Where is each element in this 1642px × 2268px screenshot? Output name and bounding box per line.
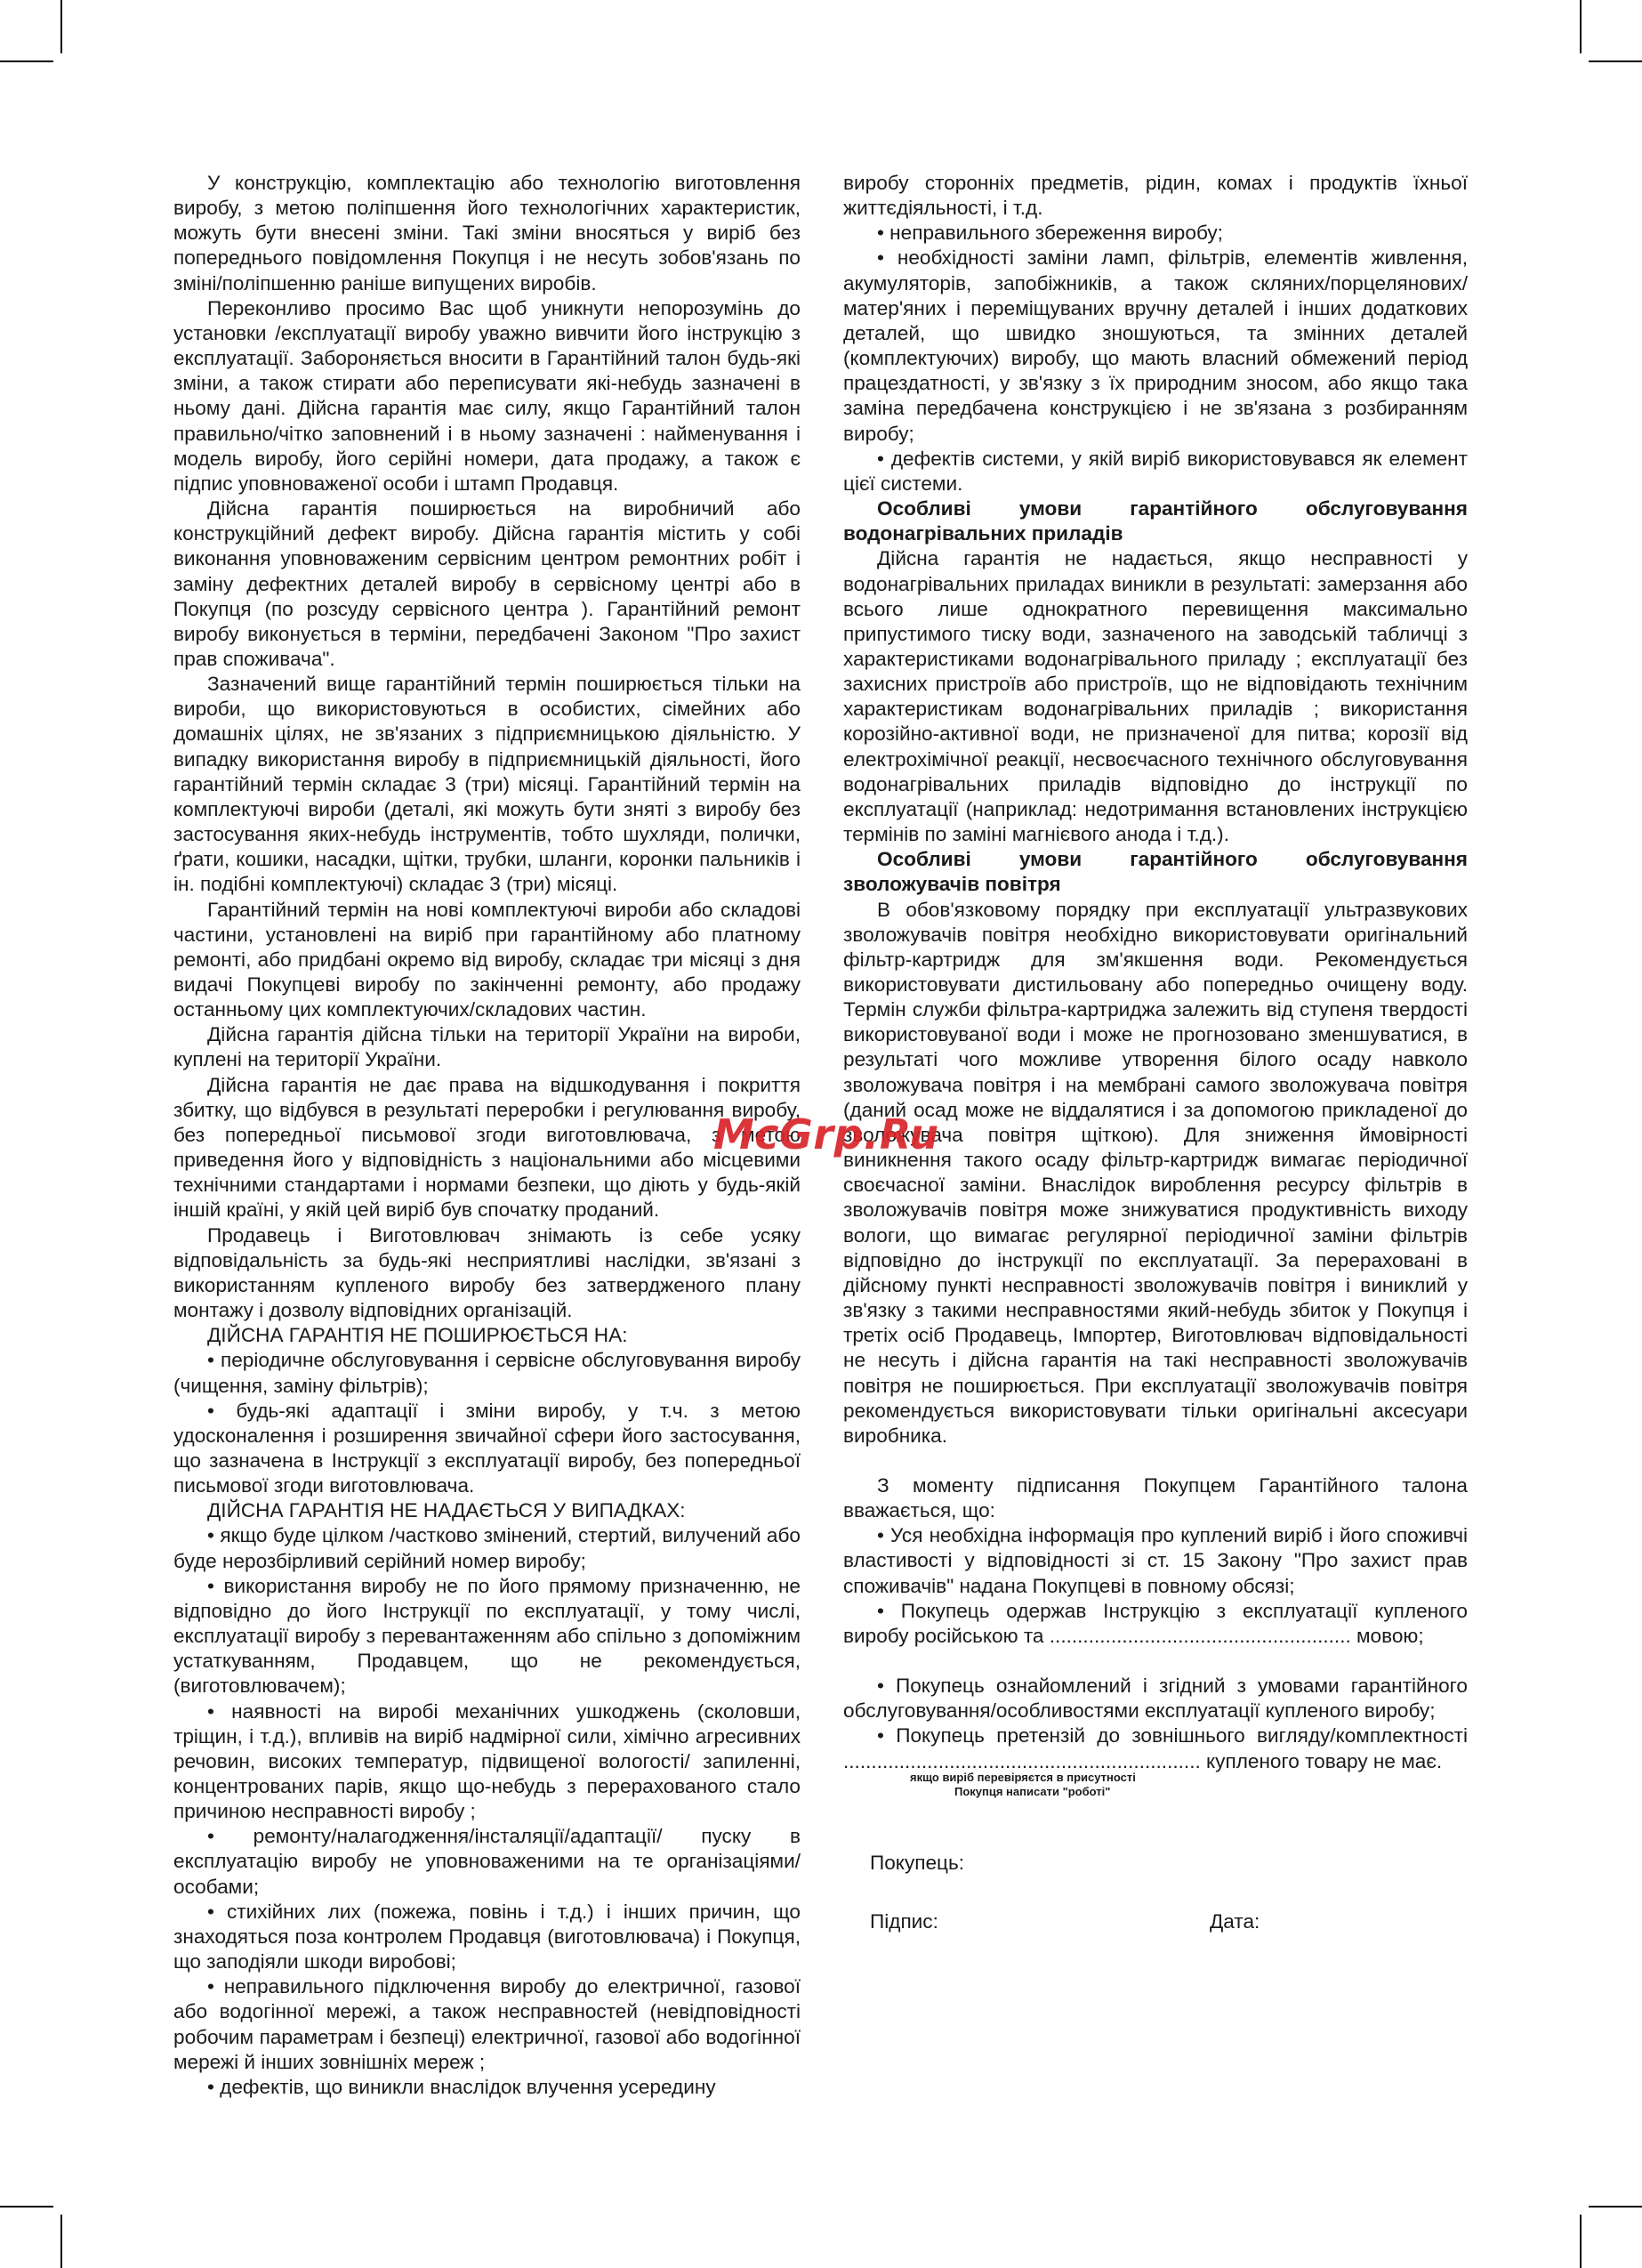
spacer (843, 1649, 1468, 1674)
paragraph: • Покупець претензій до зовнішнього вигляду/комплектності ................................................................ купленого товару не має. (843, 1724, 1468, 1772)
paragraph: • дефектів, що виникли внаслідок влучення усередину (207, 2075, 716, 2098)
buyer-label: Покупець: (870, 1851, 965, 1874)
paragraph: Переконливо просимо Вас щоб уникнути непорозумінь до установки /експлуатації виробу уважно вивчити його інструкцію з експлуатації. Забороняється вносити в Гарантійний талон будь-які зміни, а також стирати або переписувати які-небудь зазначені в ньому дані. Дійсна гарантія має силу, якщо Гарантійний талон правильно/чітко заповнений і в ньому зазначені : найменування і модель виробу, його серійні номери, дата продажу, а також є підпис уповноваженої особи і штамп Продавця. (173, 296, 801, 495)
crop-mark-bottom-right (1589, 2206, 1642, 2207)
section-heading: Особливі умови гарантійного обслуговування водонагрівальних приладів (843, 497, 1468, 545)
paragraph: • Покупець ознайомлений і згідний з умовами гарантійного обслуговування/особливостями експлуатації купленого виробу; (843, 1675, 1468, 1723)
signature-note-line1: якщо виріб перевіряєтся в присутності (910, 1770, 1136, 1784)
spacer (843, 1449, 1468, 1473)
paragraph: • будь-які адаптації і зміни виробу, у т.ч. з метою удосконалення і розширення звичайної сфери його застосування, що зазначена в Інструкції з експлуатації виробу, без попередньої письмової згоди виготовлювача. (173, 1399, 801, 1497)
paragraph: • періодичне обслуговування і сервісне обслуговування виробу (чищення, заміну фільтрів); (173, 1349, 801, 1397)
paragraph: У конструкцію, комплектацію або технологію виготовлення виробу, з метою поліпшення його технологічних характеристик, можуть бути внесені зміни. Такі зміни вносяться у виріб без попереднього повідомлення Покупця і не несуть зобов'язань по зміні/поліпшенню раніше випущених виробів. (173, 172, 801, 295)
paragraph: Дійсна гарантія не надається, якщо несправності у водонагрівальних приладах виникли в результаті: замерзання або всього лише однократного перевищення максимально припустимого тиску води, зазначеного на заводській табличці з характеристиками водонагрівального приладу ; експлуатації без захисних пристроїв або пристроїв, що не відповідають технічним характеристикам водонагрівальних приладів ; використання корозійно-активної води, не призначеної для питва; корозії від електрохімічної реакції, несвоєчасного технічного обслуговування водонагрівальних приладів відповідно до інструкції по експлуатації (наприклад: недотримання встановлених інструкцією термінів по заміні магнієвого анода і т.д.). (843, 547, 1468, 846)
paragraph: Дійсна гарантія дійсна тільки на території України на вироби, куплені на території України. (173, 1023, 801, 1071)
section-heading: Особливі умови гарантійного обслуговування зволожувачів повітря (843, 848, 1468, 896)
paragraph: • неправильного підключення виробу до електричної, газової або водогінної мережі, а також несправностей (невідповідності робочим параметрам і безпеці) електричної, газової або водогінної мережі й інших зовнішніх мереж ; (173, 1975, 801, 2073)
right-column-body (843, 171, 1468, 1774)
crop-mark-bottom-left (0, 2206, 53, 2207)
crop-mark-top-right (1589, 61, 1642, 62)
paragraph: Гарантійний термін на нові комплектуючі вироби або складові частини, установлені на виріб при гарантійному або платному ремонті, або придбані окремо від виробу, складає три місяці з дня видачі Покупцеві виробу по закінченні ремонту, або продажу останньому цих комплектуючих/складових частин. (173, 898, 801, 1021)
paragraph: Зазначений вище гарантійний термін поширюється тільки на вироби, що використовуються в особистих, сімейних або домашніх цілях, не зв'язаних з підприємницькою діяльністю. У випадку використання виробу в підприємницькій діяльності, його гарантійний термін складає 3 (три) місяці. Гарантійний термін на комплектуючі вироби (деталі, які можуть бути зняті з виробу без застосування яких-небудь інструментів, тобто шухляди, полички, ґрати, кошики, насадки, щітки, трубки, шланги, коронки пальників і ін. подібні комплектуючі) складає 3 (три) місяці. (173, 673, 801, 896)
paragraph: • використання виробу не по його прямому призначенню, не відповідно до його Інструкції по експлуатації, у тому числі, експлуатації виробу з перевантаженням або спільно з допоміжним устаткуванням, Продавцем, що не рекомендується, (виготовлювачем); (173, 1574, 801, 1698)
crop-mark-top-right-v (1580, 0, 1582, 53)
sign-label: Підпис: (870, 1909, 938, 1933)
paragraph: • неправильного збереження виробу; (877, 222, 1223, 245)
paragraph: • Уся необхідна інформація про куплений виріб і його споживчі властивості у відповідності зі ст. 15 Закону "Про захист прав споживачів" надана Покупцеві в повному обсязі; (843, 1524, 1468, 1597)
paragraph: Продавець і Виготовлювач знімають із себе усяку відповідальність за будь-які несприятливі наслідки, зв'язані з використанням купленого виробу без затвердженого плану монтажу і дозволу відповідних організацій. (173, 1223, 801, 1322)
paragraph: • наявності на виробі механічних ушкоджень (сколовши, тріщин, і т.д.), впливів на виріб надмірної сили, хімічно агресивних речовин, високих температур, підвищеної вологості/ запиленні, концентрованих парів, якщо що-небудь з перерахованого стало причиною несправності виробу ; (173, 1699, 801, 1823)
paragraph: • якщо буде цілком /частково змінений, стертий, вилучений або буде нерозбірливий серійний номер виробу; (173, 1524, 801, 1572)
paragraph: В обов'язковому порядку при експлуатації ультразвукових зволожувачів повітря необхідно використовувати оригінальний фільтр-картридж для зм'якшення води. Рекомендується використовувати дистильовану або попередньо очищену воду. Термін служби фільтра-картриджа залежить від ступеня твердості використовуваної води і може не прогнозовано зменшуватися, в результаті чого можливе утворення білого осаду навколо зволожувача повітря і на мембрані самого зволожувача повітря (даний осад може не віддалятися і за допомогою прикладеної до зволожувача повітря щіткою). Для зниження ймовірності виникнення такого осаду фільтр-картридж вимагає періодичної своєчасної заміни. Внаслідок вироблення ресурсу фільтрів в зволожувачів повітря може знижуватися продуктивність виходу вологи, що вимагає регулярної періодичної заміни фільтрів відповідно до інструкції по експлуатації. За перераховані в дійсному пункті несправності зволожувачів повітря і виниклий у зв'язку з такими несправностями який-небудь збиток у Покупця і третіх осіб Продавець, Імпортер, Виготовлювач відповідальності не несуть і дійсна гарантія на такі несправності зволожувачів повітря не поширюється. При експлуатації зволожувачів повітря рекомендується використовувати тільки оригінальні аксесуари виробника. (843, 898, 1468, 1447)
left-column (173, 171, 801, 2100)
crop-mark-top-left-v (60, 0, 62, 53)
paragraph: • стихійних лих (пожежа, повінь і т.д.) і інших причин, що знаходяться поза контролем Продавця (виготовлювача) і Покупця, що заподіяли шкоди виробові; (173, 1900, 801, 1973)
paragraph: Дійсна гарантія поширюється на виробничий або конструкційний дефект виробу. Дійсна гарантія містить у собі виконання уповноваженим сервісним центром ремонтних робіт і заміну дефектних деталей виробу в сервісному центрі або в Покупця (по розсуду сервісного центра ). Гарантійний ремонт виробу виконується в терміни, передбачені Законом "Про захист прав споживача". (173, 497, 801, 670)
paragraph: • необхідності заміни ламп, фільтрів, елементів живлення, акумуляторів, запобіжників, а також скляних/порцелянових/ матер'яних і переміщуваних вручну деталей і інших додаткових деталей, що швидко зношуються, та змінних деталей (комплектуючих) виробу, що мають власний обмежений період працездатності, у зв'язку з їх природним зносом, або якщо така заміна передбачена конструкцією і не зв'язана з розбиранням виробу; (843, 246, 1468, 445)
right-column (843, 171, 1468, 1934)
paragraph: виробу сторонніх предметів, рідин, комах і продуктів їхньої життєдіяльності, і т.д. (843, 172, 1468, 220)
paragraph: ДІЙСНА ГАРАНТІЯ НЕ ПОШИРЮЄТЬСЯ НА: (207, 1324, 628, 1347)
signature-row (843, 1909, 1468, 1934)
crop-mark-bottom-right-v (1580, 2215, 1582, 2268)
date-label: Дата: (1210, 1909, 1260, 1933)
crop-mark-bottom-left-v (60, 2215, 62, 2268)
paragraph: ДІЙСНА ГАРАНТІЯ НЕ НАДАЄТЬСЯ У ВИПАДКАХ: (207, 1499, 686, 1522)
crop-mark-top-left (0, 61, 53, 62)
signature-note-line2: Покупця написати "роботі" (954, 1784, 1111, 1798)
paragraph: З моменту підписання Покупцем Гарантійного талона вважається, що: (843, 1473, 1468, 1522)
paragraph: Дійсна гарантія не дає права на відшкодування і покриття збитку, що відбувся в результаті переробки і регулювання виробу, без попередньої письмової згоди виготовлювача, з метою приведення його у відповідність з національними або місцевими технічними стандартами і нормами безпеки, що діють у будь-якій іншій країні, у якій цей виріб був спочатку проданий. (173, 1073, 801, 1222)
watermark: McGrp.Ru (713, 1110, 939, 1158)
paragraph: • Покупець одержав Інструкцію з експлуатації купленого виробу російською та ...................................................... мовою; (843, 1599, 1468, 1647)
paragraph: • дефектів системи, у якій виріб використовувався як елемент цієї системи. (843, 447, 1468, 495)
paragraph: • ремонту/налагодження/інсталяції/адаптації/ пуску в експлуатацію виробу не уповноваженими на те організаціями/особами; (173, 1825, 801, 1898)
